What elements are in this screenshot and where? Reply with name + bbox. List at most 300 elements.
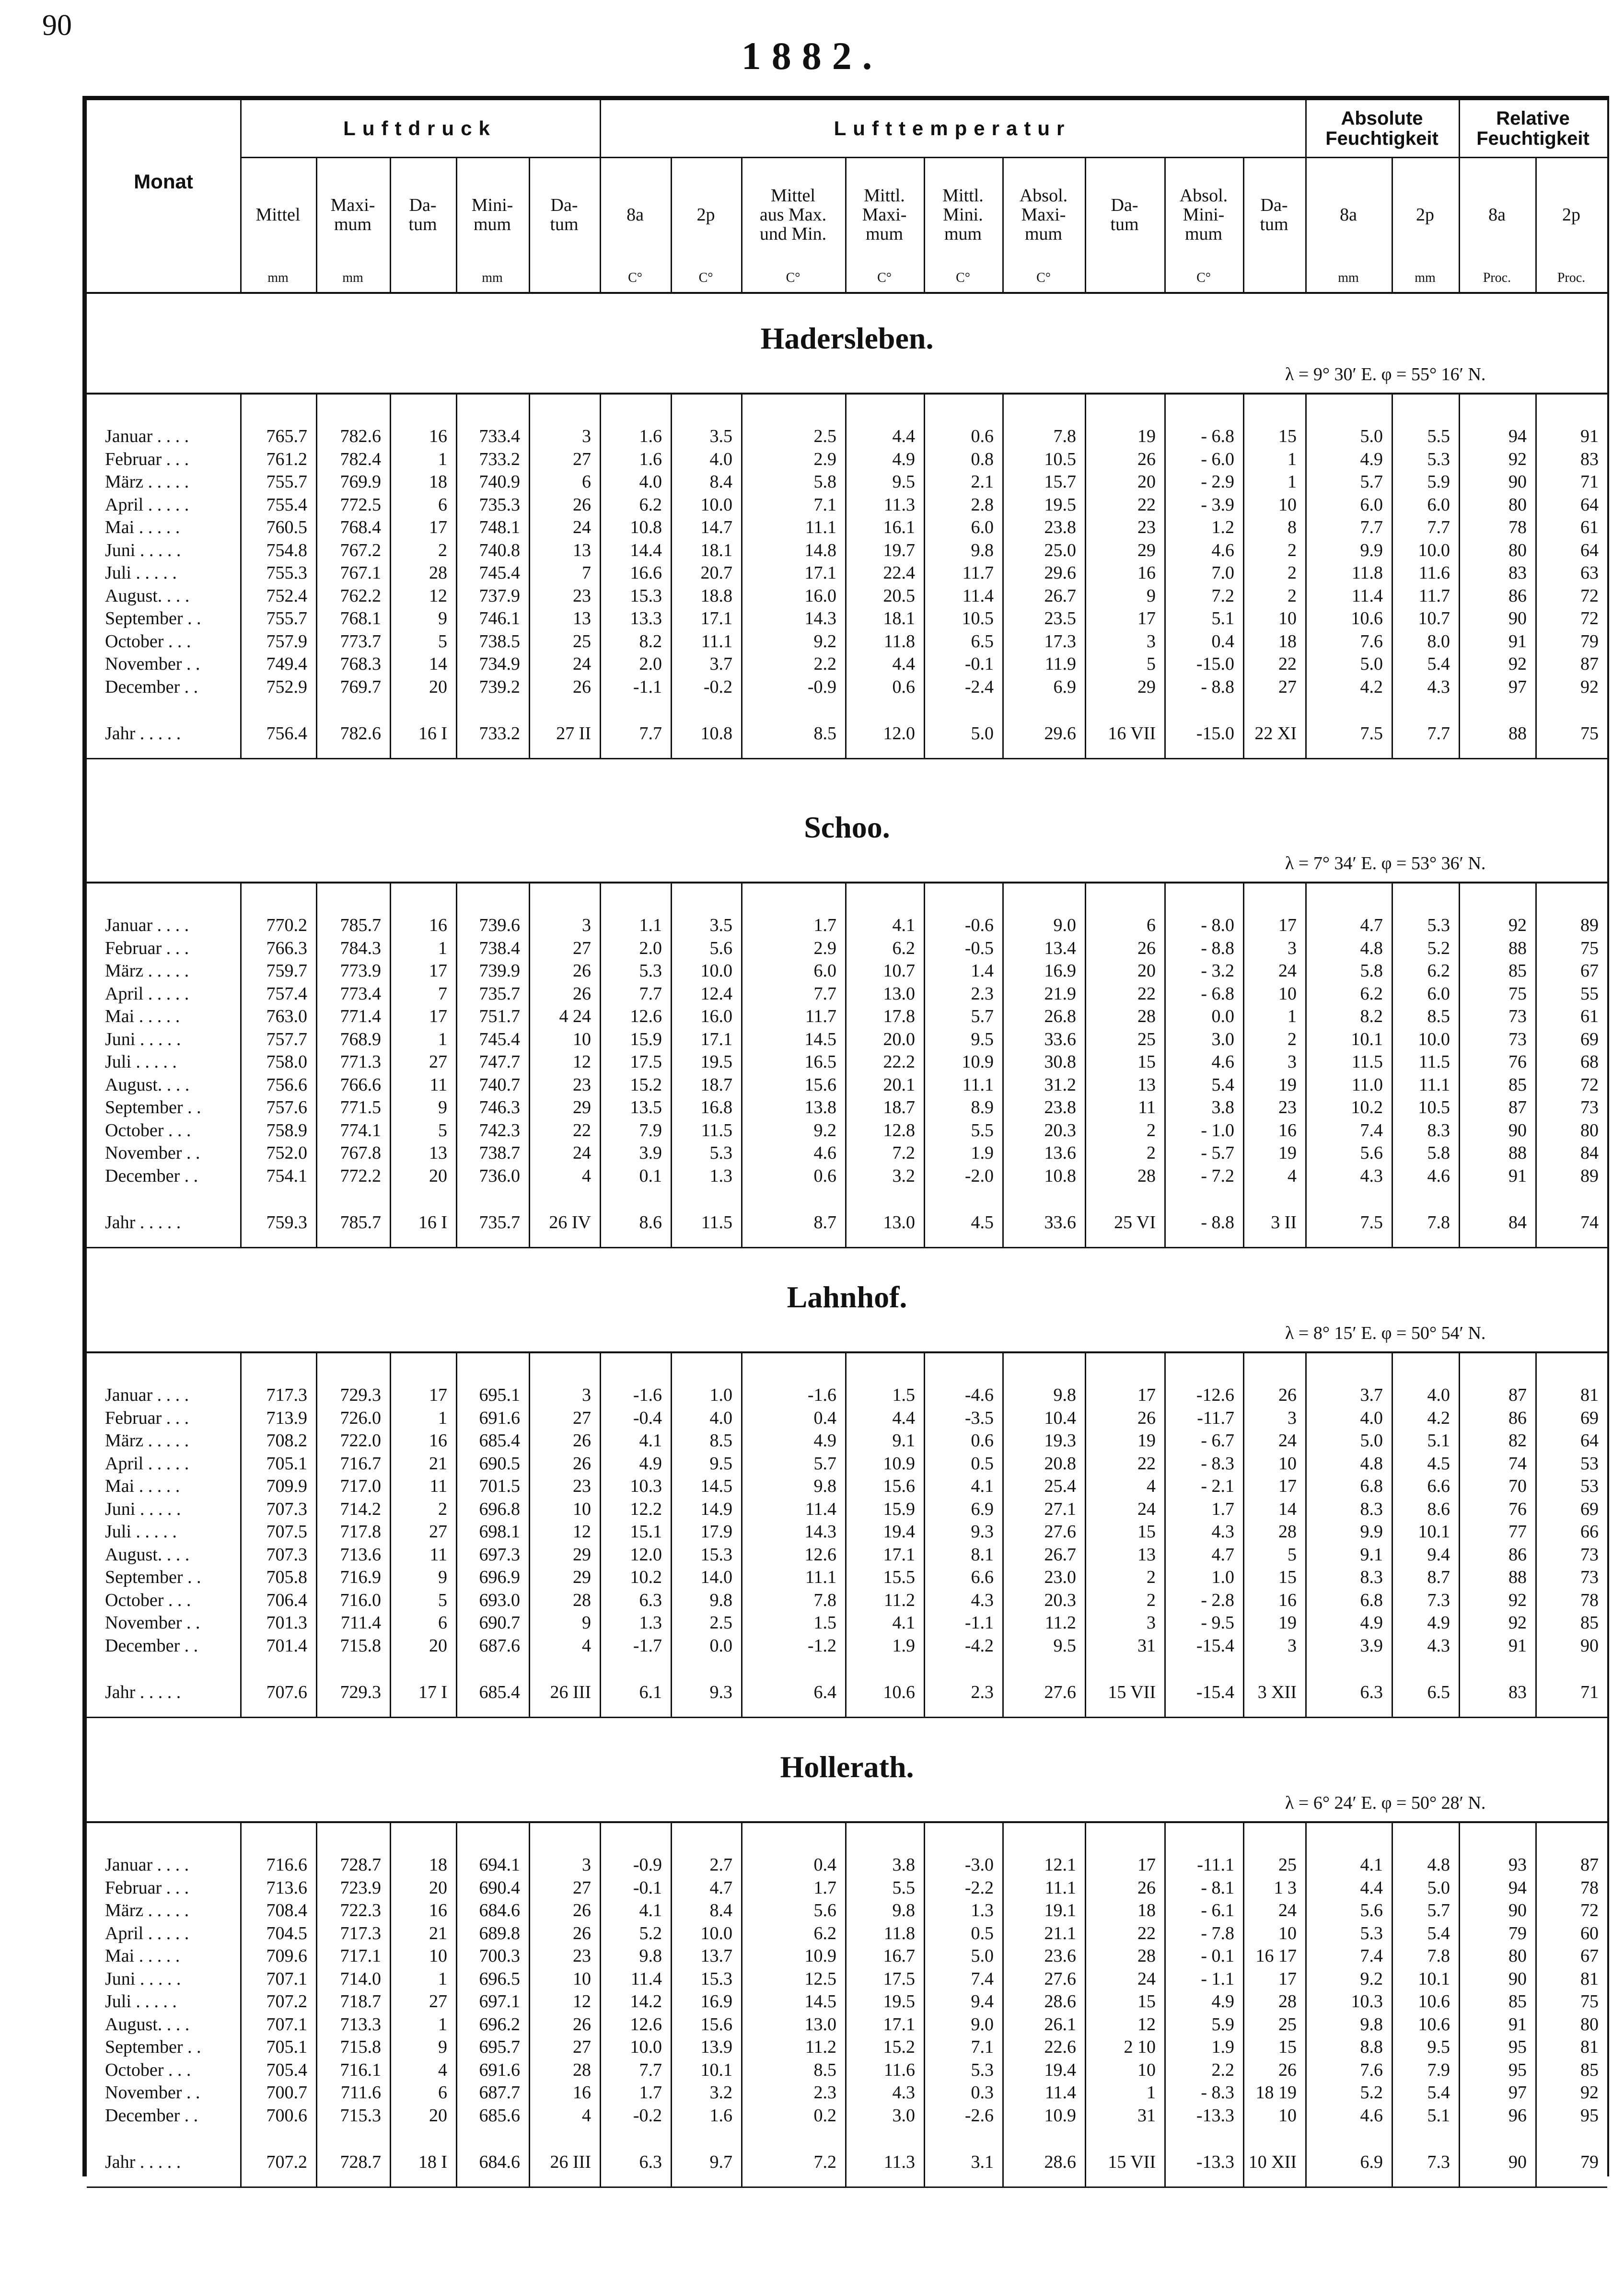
data-cell: 18 bbox=[1278, 631, 1297, 651]
data-cell: 80 bbox=[1580, 2014, 1599, 2035]
data-cell: 5 bbox=[438, 1120, 447, 1140]
data-cell: 10 bbox=[1278, 608, 1297, 628]
data-cell: 739.2 bbox=[479, 676, 520, 697]
data-cell: 4.7 bbox=[709, 1877, 732, 1898]
data-cell: 8.3 bbox=[1360, 1567, 1383, 1587]
data-cell: 10.0 bbox=[630, 2037, 662, 2057]
data-cell: 11.5 bbox=[1351, 1052, 1383, 1072]
year-cell: 25 VI bbox=[1114, 1212, 1156, 1233]
data-cell: 723.9 bbox=[340, 1877, 381, 1898]
data-cell: 12.4 bbox=[700, 983, 732, 1004]
data-cell: 26 bbox=[1137, 938, 1156, 958]
month-label: Mai . . . . . bbox=[105, 1946, 180, 1966]
data-cell: 757.6 bbox=[266, 1097, 307, 1117]
data-cell: 11.1 bbox=[962, 1074, 994, 1095]
data-cell: 6.8 bbox=[1360, 1590, 1383, 1610]
data-cell: 9.8 bbox=[892, 1900, 915, 1920]
data-cell: 705.4 bbox=[266, 2059, 307, 2080]
data-cell: 782.4 bbox=[340, 449, 381, 469]
data-cell: 4.0 bbox=[1427, 1385, 1450, 1405]
data-cell: 698.1 bbox=[479, 1522, 520, 1542]
data-cell: 10.9 bbox=[962, 1052, 994, 1072]
data-cell: 4.9 bbox=[892, 449, 915, 469]
data-cell: 3 bbox=[1288, 1052, 1297, 1072]
data-cell: 774.1 bbox=[340, 1120, 381, 1140]
data-cell: 23 bbox=[1137, 517, 1156, 537]
data-cell: 15.7 bbox=[1044, 472, 1076, 492]
data-cell: 10.2 bbox=[630, 1567, 662, 1587]
column-header-line: 2p bbox=[1416, 205, 1434, 225]
data-cell: 16.0 bbox=[804, 585, 836, 606]
data-cell: 3 bbox=[582, 426, 591, 446]
data-cell: 715.8 bbox=[340, 1635, 381, 1656]
data-cell: 14.3 bbox=[804, 608, 836, 628]
data-cell: 24 bbox=[1278, 1900, 1297, 1920]
data-cell: 15.2 bbox=[883, 2037, 915, 2057]
data-cell: 15.3 bbox=[700, 1968, 732, 1989]
data-cell: -1.1 bbox=[964, 1613, 994, 1633]
data-cell: 27 bbox=[429, 1522, 447, 1542]
data-cell: - 6.0 bbox=[1201, 449, 1234, 469]
data-cell: 11.4 bbox=[805, 1499, 836, 1519]
data-cell: 19.5 bbox=[1044, 494, 1076, 515]
data-cell: - 2.1 bbox=[1201, 1476, 1234, 1496]
data-cell: 28 bbox=[573, 2059, 591, 2080]
data-cell: 0.8 bbox=[971, 449, 994, 469]
data-cell: 685.4 bbox=[479, 1430, 520, 1451]
data-cell: 26.7 bbox=[1044, 1544, 1076, 1565]
data-cell: 9.8 bbox=[813, 1476, 836, 1496]
data-cell: 1.5 bbox=[892, 1385, 915, 1405]
data-cell: 53 bbox=[1580, 1476, 1599, 1496]
data-cell: 14 bbox=[1278, 1499, 1297, 1519]
data-cell: 79 bbox=[1508, 1923, 1527, 1943]
data-cell: 1 bbox=[438, 1968, 447, 1989]
data-cell: 26 bbox=[1137, 1877, 1156, 1898]
data-cell: 91 bbox=[1508, 1165, 1527, 1186]
data-cell: 16.5 bbox=[804, 1052, 836, 1072]
data-cell: 19 bbox=[1278, 1074, 1297, 1095]
data-cell: 6.5 bbox=[971, 631, 994, 651]
data-cell: 711.6 bbox=[340, 2082, 381, 2103]
data-cell: 9.3 bbox=[971, 1522, 994, 1542]
month-label: December . . bbox=[105, 2105, 198, 2126]
data-cell: 15.9 bbox=[630, 1029, 662, 1049]
data-cell: 12 bbox=[573, 1522, 591, 1542]
year-label: Jahr . . . . . bbox=[105, 2152, 181, 2172]
data-cell: 92 bbox=[1508, 654, 1527, 674]
data-cell: 29 bbox=[573, 1544, 591, 1565]
column-header bbox=[390, 167, 456, 263]
data-cell: 15.3 bbox=[700, 1544, 732, 1565]
data-cell: 5.8 bbox=[813, 472, 836, 492]
station-data-grid bbox=[87, 1821, 1607, 2187]
data-cell: 20.7 bbox=[700, 563, 732, 583]
data-cell: 24 bbox=[573, 517, 591, 537]
data-cell: 693.0 bbox=[479, 1590, 520, 1610]
year-cell: 16 VII bbox=[1108, 723, 1156, 744]
data-cell: 23.5 bbox=[1044, 608, 1076, 628]
data-cell: 745.4 bbox=[479, 1029, 520, 1049]
station-name: Hadersleben. bbox=[760, 321, 934, 355]
data-cell: 758.9 bbox=[266, 1120, 307, 1140]
data-cell: - 8.0 bbox=[1201, 915, 1234, 935]
data-cell: 72 bbox=[1580, 608, 1599, 628]
data-cell: 15.6 bbox=[883, 1476, 915, 1496]
year-cell: 27 II bbox=[556, 723, 591, 744]
month-label: Juli . . . . . bbox=[105, 1522, 177, 1542]
month-label: Juni . . . . . bbox=[105, 540, 181, 560]
data-cell: 26 bbox=[573, 1900, 591, 1920]
data-cell: 2.9 bbox=[813, 449, 836, 469]
data-cell: 3 bbox=[1147, 631, 1156, 651]
data-cell: 23 bbox=[1278, 1097, 1297, 1117]
data-cell: 15.1 bbox=[630, 1522, 662, 1542]
data-cell: 12 bbox=[573, 1052, 591, 1072]
station-bottom-rule bbox=[87, 2186, 1607, 2188]
data-cell: 713.3 bbox=[340, 2014, 381, 2035]
data-cell: 742.3 bbox=[479, 1120, 520, 1140]
rel-feucht-line-2: Feuchtigkeit bbox=[1476, 128, 1589, 149]
data-cell: - 6.8 bbox=[1201, 983, 1234, 1004]
data-cell: 23 bbox=[573, 1476, 591, 1496]
data-cell: 7.8 bbox=[1427, 1946, 1450, 1966]
data-cell: 90 bbox=[1508, 1968, 1527, 1989]
data-cell: 10.7 bbox=[1418, 608, 1450, 628]
data-cell: 9.8 bbox=[971, 540, 994, 560]
year-cell: 6.5 bbox=[1427, 1682, 1450, 1702]
station-block bbox=[87, 1251, 1607, 1711]
data-cell: 757.9 bbox=[266, 631, 307, 651]
data-cell: 10.0 bbox=[700, 961, 732, 981]
data-cell: 15 bbox=[1137, 1052, 1156, 1072]
data-cell: 9.5 bbox=[1427, 2037, 1450, 2057]
data-cell: 18.7 bbox=[700, 1074, 732, 1095]
data-cell: 17 bbox=[1137, 608, 1156, 628]
data-cell: 5.5 bbox=[1427, 426, 1450, 446]
data-cell: 26 bbox=[1137, 1407, 1156, 1428]
data-cell: 8.5 bbox=[813, 2059, 836, 2080]
station-block bbox=[87, 781, 1607, 1241]
data-cell: 11.1 bbox=[805, 1567, 836, 1587]
data-cell: 22 bbox=[1137, 1453, 1156, 1474]
data-cell: -0.2 bbox=[633, 2105, 662, 2126]
data-cell: 10 bbox=[573, 1968, 591, 1989]
data-cell: 716.7 bbox=[340, 1453, 381, 1474]
column-unit: C° bbox=[628, 270, 642, 285]
data-cell: 7.9 bbox=[1427, 2059, 1450, 2080]
data-cell: 18.8 bbox=[700, 585, 732, 606]
month-label: Mai . . . . . bbox=[105, 1006, 180, 1026]
data-cell: 7.7 bbox=[639, 2059, 662, 2080]
data-cell: 12.6 bbox=[630, 2014, 662, 2035]
month-label: Juli . . . . . bbox=[105, 1991, 177, 2012]
data-cell: -0.6 bbox=[964, 915, 994, 935]
data-cell: 709.9 bbox=[266, 1476, 307, 1496]
data-cell: 15 bbox=[1137, 1522, 1156, 1542]
year-cell: 707.6 bbox=[266, 1682, 307, 1702]
data-cell: 704.5 bbox=[266, 1923, 307, 1943]
data-cell: 17 bbox=[1137, 1385, 1156, 1405]
data-cell: 1.6 bbox=[639, 426, 662, 446]
data-cell: 17.5 bbox=[630, 1052, 662, 1072]
station-bottom-rule bbox=[87, 1717, 1607, 1718]
data-cell: 3.2 bbox=[709, 2082, 732, 2103]
month-label: Februar . . . bbox=[105, 449, 189, 469]
column-header-line: mum bbox=[865, 223, 904, 244]
column-unit: mm bbox=[342, 270, 363, 285]
data-cell: 11.8 bbox=[883, 631, 915, 651]
data-cell: 5.1 bbox=[1427, 1430, 1450, 1451]
data-cell: 20.3 bbox=[1044, 1590, 1076, 1610]
station-block bbox=[87, 292, 1607, 752]
month-label: September . . bbox=[105, 1567, 201, 1587]
data-cell: 773.4 bbox=[340, 983, 381, 1004]
column-header bbox=[600, 167, 671, 263]
data-cell: 11.4 bbox=[962, 585, 994, 606]
data-cell: 13.6 bbox=[1044, 1143, 1076, 1163]
column-header bbox=[845, 167, 924, 263]
data-cell: 14.5 bbox=[700, 1476, 732, 1496]
data-cell: 734.9 bbox=[479, 654, 520, 674]
data-cell: 10 bbox=[1278, 494, 1297, 515]
data-cell: 11.3 bbox=[883, 494, 915, 515]
data-cell: 4.2 bbox=[1360, 676, 1383, 697]
data-cell: 0.2 bbox=[813, 2105, 836, 2126]
data-cell: 4.2 bbox=[1427, 1407, 1450, 1428]
data-cell: 29 bbox=[1137, 540, 1156, 560]
data-cell: 695.7 bbox=[479, 2037, 520, 2057]
data-cell: 687.6 bbox=[479, 1635, 520, 1656]
data-cell: 92 bbox=[1508, 1613, 1527, 1633]
data-cell: 11 bbox=[429, 1476, 447, 1496]
column-header-line: mum bbox=[1184, 223, 1223, 244]
data-cell: 9.8 bbox=[709, 1590, 732, 1610]
column-header-line: Mittel bbox=[771, 186, 815, 206]
column-unit: mm bbox=[482, 270, 503, 285]
data-cell: 12 bbox=[573, 1991, 591, 2012]
data-cell: 27.6 bbox=[1044, 1968, 1076, 1989]
data-cell: 90 bbox=[1580, 1635, 1599, 1656]
data-cell: 713.9 bbox=[266, 1407, 307, 1428]
data-cell: 13 bbox=[573, 540, 591, 560]
data-cell: 701.3 bbox=[266, 1613, 307, 1633]
data-cell: 707.1 bbox=[266, 1968, 307, 1989]
month-label: April . . . . . bbox=[105, 1923, 189, 1943]
year-cell: 4.5 bbox=[971, 1212, 994, 1233]
luftdruck-group-label: Luftdruck bbox=[343, 116, 497, 140]
data-cell: 22 bbox=[1137, 983, 1156, 1004]
column-header-line: mum bbox=[334, 214, 372, 234]
data-cell: 13.0 bbox=[804, 2014, 836, 2035]
data-cell: 4 bbox=[582, 1165, 591, 1186]
data-cell: 11.1 bbox=[701, 631, 732, 651]
data-cell: 4.1 bbox=[971, 1476, 994, 1496]
data-cell: 1.7 bbox=[1211, 1499, 1234, 1519]
data-cell: 11.1 bbox=[1418, 1074, 1450, 1095]
data-cell: 90 bbox=[1508, 1120, 1527, 1140]
station-name: Lahnhof. bbox=[787, 1280, 907, 1314]
data-cell: -1.7 bbox=[633, 1635, 662, 1656]
data-cell: 88 bbox=[1508, 1143, 1527, 1163]
data-cell: 10 bbox=[573, 1029, 591, 1049]
data-cell: 729.3 bbox=[340, 1385, 381, 1405]
data-cell: 10.0 bbox=[700, 1923, 732, 1943]
data-cell: 16.8 bbox=[700, 1097, 732, 1117]
data-cell: 5 bbox=[1288, 1544, 1297, 1565]
data-cell: 716.6 bbox=[266, 1855, 307, 1875]
year-cell: 26 IV bbox=[549, 1212, 591, 1233]
table-header bbox=[87, 100, 1607, 294]
data-cell: 5 bbox=[438, 631, 447, 651]
year-cell: 782.6 bbox=[340, 723, 381, 744]
data-cell: 87 bbox=[1580, 1855, 1599, 1875]
data-cell: 3.5 bbox=[709, 915, 732, 935]
data-cell: 16 bbox=[1137, 563, 1156, 583]
data-cell: 6.9 bbox=[1053, 676, 1076, 697]
data-cell: 22 bbox=[1137, 1923, 1156, 1943]
data-cell: 5.1 bbox=[1211, 608, 1234, 628]
data-cell: 11 bbox=[429, 1544, 447, 1565]
data-cell: 29.6 bbox=[1044, 563, 1076, 583]
data-cell: 28 bbox=[1278, 1522, 1297, 1542]
station-data-grid bbox=[87, 1351, 1607, 1718]
data-cell: 68 bbox=[1580, 1052, 1599, 1072]
column-header-line: tum bbox=[408, 214, 437, 234]
data-cell: -2.4 bbox=[964, 676, 994, 697]
data-cell: 760.5 bbox=[266, 517, 307, 537]
data-cell: 3.2 bbox=[892, 1165, 915, 1186]
data-cell: 10 bbox=[573, 1499, 591, 1519]
data-cell: -0.9 bbox=[633, 1855, 662, 1875]
year-cell: 10 XII bbox=[1248, 2152, 1297, 2172]
data-cell: 10.0 bbox=[1418, 1029, 1450, 1049]
data-cell: 8.5 bbox=[709, 1430, 732, 1451]
data-cell: 0.4 bbox=[813, 1855, 836, 1875]
data-cell: 17 bbox=[429, 517, 447, 537]
data-cell: 27.1 bbox=[1044, 1499, 1076, 1519]
data-cell: 7 bbox=[438, 983, 447, 1004]
data-cell: 6 bbox=[1147, 915, 1156, 935]
year-cell: 3 II bbox=[1271, 1212, 1297, 1233]
data-cell: 11.1 bbox=[1044, 1877, 1076, 1898]
data-cell: 717.1 bbox=[340, 1946, 381, 1966]
data-cell: 7.8 bbox=[1053, 426, 1076, 446]
data-cell: 10.1 bbox=[700, 2059, 732, 2080]
data-cell: 3 bbox=[1288, 1407, 1297, 1428]
data-cell: 17 bbox=[1278, 1476, 1297, 1496]
data-cell: 13.4 bbox=[1044, 938, 1076, 958]
data-cell: 10.0 bbox=[1418, 540, 1450, 560]
column-header-line: Mittl. bbox=[864, 186, 905, 206]
data-cell: 9 bbox=[438, 608, 447, 628]
data-cell: 85 bbox=[1580, 2059, 1599, 2080]
data-cell: 80 bbox=[1508, 540, 1527, 560]
data-cell: 26 bbox=[573, 2014, 591, 2035]
data-cell: 91 bbox=[1508, 2014, 1527, 2035]
data-cell: 6.8 bbox=[1360, 1476, 1383, 1496]
data-cell: 16.9 bbox=[700, 1991, 732, 2012]
data-cell: 86 bbox=[1508, 585, 1527, 606]
data-cell: 5.4 bbox=[1211, 1074, 1234, 1095]
data-cell: 701.5 bbox=[479, 1476, 520, 1496]
data-cell: 13 bbox=[1137, 1074, 1156, 1095]
data-cell: 6 bbox=[438, 494, 447, 515]
data-cell: 25 bbox=[1137, 1029, 1156, 1049]
data-cell: 19.4 bbox=[883, 1522, 915, 1542]
data-cell: 769.7 bbox=[340, 676, 381, 697]
data-cell: 755.3 bbox=[266, 563, 307, 583]
month-label: März . . . . . bbox=[105, 472, 189, 492]
month-label: Juni . . . . . bbox=[105, 1968, 181, 1989]
data-cell: 11.5 bbox=[701, 1120, 732, 1140]
data-cell: 1.0 bbox=[709, 1385, 732, 1405]
data-cell: 694.1 bbox=[479, 1855, 520, 1875]
data-cell: 86 bbox=[1508, 1407, 1527, 1428]
data-cell: 772.2 bbox=[340, 1165, 381, 1186]
data-cell: 4.6 bbox=[1211, 540, 1234, 560]
data-cell: 76 bbox=[1508, 1499, 1527, 1519]
data-cell: 4.3 bbox=[1427, 1635, 1450, 1656]
year-cell: -15.0 bbox=[1196, 723, 1234, 744]
year-cell: 71 bbox=[1580, 1682, 1599, 1702]
month-label: November . . bbox=[105, 1143, 200, 1163]
data-cell: 15.5 bbox=[883, 1567, 915, 1587]
column-header-line: 2p bbox=[696, 205, 715, 225]
station-bottom-rule bbox=[87, 1247, 1607, 1248]
year-cell: 3.1 bbox=[971, 2152, 994, 2172]
year-cell: 733.2 bbox=[479, 723, 520, 744]
data-cell: 66 bbox=[1580, 1522, 1599, 1542]
month-label: October . . . bbox=[105, 1590, 191, 1610]
data-cell: - 2.9 bbox=[1201, 472, 1234, 492]
data-cell: 20.3 bbox=[1044, 1120, 1076, 1140]
data-cell: 89 bbox=[1580, 1165, 1599, 1186]
data-cell: 17.8 bbox=[883, 1006, 915, 1026]
data-cell: 18 bbox=[429, 1855, 447, 1875]
data-cell: 11 bbox=[1138, 1097, 1156, 1117]
data-cell: 765.7 bbox=[266, 426, 307, 446]
data-cell: 90 bbox=[1508, 472, 1527, 492]
data-cell: 4.1 bbox=[639, 1900, 662, 1920]
data-cell: 8.8 bbox=[1360, 2037, 1383, 2057]
column-unit: mm bbox=[267, 270, 289, 285]
year-cell: 6.9 bbox=[1360, 2152, 1383, 2172]
data-cell: 10 bbox=[1278, 1923, 1297, 1943]
year-cell: 27.6 bbox=[1044, 1682, 1076, 1702]
data-cell: 771.5 bbox=[340, 1097, 381, 1117]
data-cell: 768.9 bbox=[340, 1029, 381, 1049]
data-cell: 88 bbox=[1508, 938, 1527, 958]
data-cell: 16.1 bbox=[883, 517, 915, 537]
data-cell: 5 bbox=[1147, 654, 1156, 674]
data-cell: -2.2 bbox=[964, 1877, 994, 1898]
data-cell: 1.7 bbox=[813, 915, 836, 935]
data-cell: 11.8 bbox=[883, 1923, 915, 1943]
data-cell: 20 bbox=[429, 2105, 447, 2126]
data-cell: 11.2 bbox=[805, 2037, 836, 2057]
data-cell: 8 bbox=[1288, 517, 1297, 537]
column-header-line: tum bbox=[550, 214, 579, 234]
data-cell: 10.6 bbox=[1418, 1991, 1450, 2012]
data-cell: 5.9 bbox=[1211, 2014, 1234, 2035]
data-cell: -1.6 bbox=[807, 1385, 836, 1405]
data-cell: 5.6 bbox=[1360, 1900, 1383, 1920]
data-cell: 766.3 bbox=[266, 938, 307, 958]
data-cell: 91 bbox=[1508, 1635, 1527, 1656]
column-header-line: Absol. bbox=[1179, 186, 1228, 206]
data-cell: 26 bbox=[573, 1923, 591, 1943]
